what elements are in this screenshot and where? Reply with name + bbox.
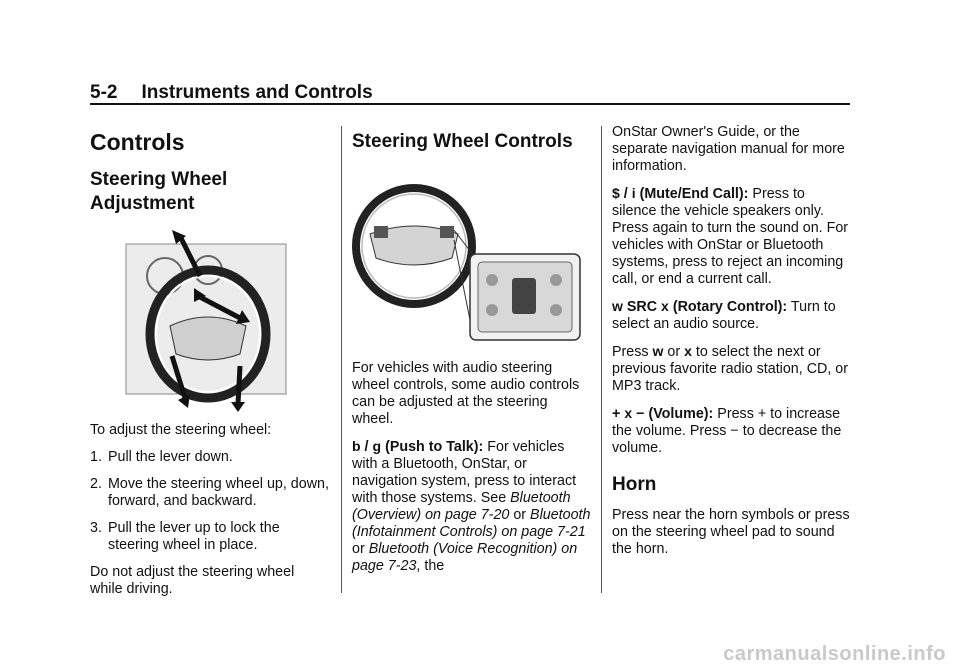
list-item xyxy=(90,476,330,510)
subtitle-line2: Adjustment xyxy=(90,193,195,214)
tail-text: , the xyxy=(416,558,445,574)
subtitle-line1: Steering Wheel xyxy=(90,169,228,190)
press-word: Press xyxy=(612,344,649,360)
volume-icon: x xyxy=(624,405,633,421)
chevron-up-icon: w xyxy=(652,343,664,359)
swc-heading: Steering Wheel Controls xyxy=(352,131,573,152)
steering-adjust-heading xyxy=(90,168,330,216)
column-2 xyxy=(352,124,592,585)
page-header xyxy=(90,82,850,104)
horn-heading: Horn xyxy=(612,474,657,495)
src-label: SRC xyxy=(626,299,658,315)
column-3 xyxy=(612,124,852,568)
chevron-up-icon: w xyxy=(612,298,623,314)
mute-separator: / xyxy=(623,186,628,202)
link-bt-overview[interactable]: Bluetooth (Overview) on page 7-20 xyxy=(352,490,571,523)
column-divider xyxy=(341,126,342,593)
volume-label: − (Volume): xyxy=(636,406,714,422)
steering-adjust-illustration xyxy=(90,226,330,412)
chevron-down-icon: x xyxy=(684,343,692,359)
warning-text: Do not adjust the steering wheel while driving. xyxy=(90,564,295,597)
link-bt-voice[interactable]: Bluetooth (Voice Recognition) on page 7-23 xyxy=(352,541,578,574)
mute-label: (Mute/End Call): xyxy=(639,186,749,202)
press-paragraph xyxy=(612,343,852,395)
column-1 xyxy=(90,124,330,608)
volume-text: Press + to increase the volume. Press − to decrease the volume. xyxy=(612,406,842,456)
ptt-separator: / xyxy=(364,439,369,455)
mute-icon: $ xyxy=(612,185,620,201)
adjust-intro: To adjust the steering wheel: xyxy=(90,422,272,438)
step-text: Move the steering wheel up, down, forward, and backward. xyxy=(108,476,329,509)
list-item xyxy=(90,520,330,554)
steering-controls-illustration xyxy=(352,164,588,350)
or-text: or xyxy=(352,541,365,557)
mute-text: Press to silence the vehicle speakers only. Press again to turn the sound on. For vehicles with OnStar or Bluetooth systems, press to reject an incoming call, or end a current call. xyxy=(612,186,849,287)
horn-text: Press near the horn symbols or press on the steering wheel pad to sound the horn. xyxy=(612,507,850,557)
plus-symbol: + xyxy=(612,406,621,422)
step-text: Pull the lever up to lock the steering wheel in place. xyxy=(108,520,280,553)
end-call-icon: i xyxy=(631,185,636,201)
step-number: 2. xyxy=(90,476,102,492)
ptt-label: (Push to Talk): xyxy=(385,439,484,455)
press-text: to select the next or previous favorite radio station, CD, or MP3 track. xyxy=(612,344,849,394)
mute-paragraph xyxy=(612,185,852,288)
watermark: carmanualsonline.info xyxy=(723,643,946,665)
rotary-label: (Rotary Control): xyxy=(672,299,788,315)
link-bt-infotainment[interactable]: Bluetooth (Infotainment Controls) on page 7-21 xyxy=(352,507,591,540)
src-text: Turn to select an audio source. xyxy=(612,299,836,332)
list-item xyxy=(90,449,330,466)
src-paragraph xyxy=(612,298,852,333)
ptt-icon: b xyxy=(352,438,361,454)
or-text: or xyxy=(513,507,527,523)
step-number: 3. xyxy=(90,520,102,536)
header-rule xyxy=(90,103,850,105)
controls-heading: Controls xyxy=(90,129,185,155)
step-number: 1. xyxy=(90,449,102,465)
chevron-down-icon: x xyxy=(661,298,669,314)
or-text: or xyxy=(667,344,681,360)
voice-icon: g xyxy=(372,438,382,454)
ptt-text: For vehicles with a Bluetooth, OnStar, or navigation system, press to interact with those systems. See xyxy=(352,439,577,506)
volume-paragraph xyxy=(612,405,852,457)
column-divider xyxy=(601,126,602,593)
swc-intro: For vehicles with audio steering wheel controls, some audio controls can be adjusted at the steering wheel. xyxy=(352,360,580,427)
continued-text: OnStar Owner's Guide, or the separate navigation manual for more information. xyxy=(612,124,845,174)
section-title: Instruments and Controls xyxy=(141,82,373,103)
ptt-paragraph xyxy=(352,438,592,575)
page-number: 5-2 xyxy=(90,82,118,103)
step-text: Pull the lever down. xyxy=(108,449,233,465)
